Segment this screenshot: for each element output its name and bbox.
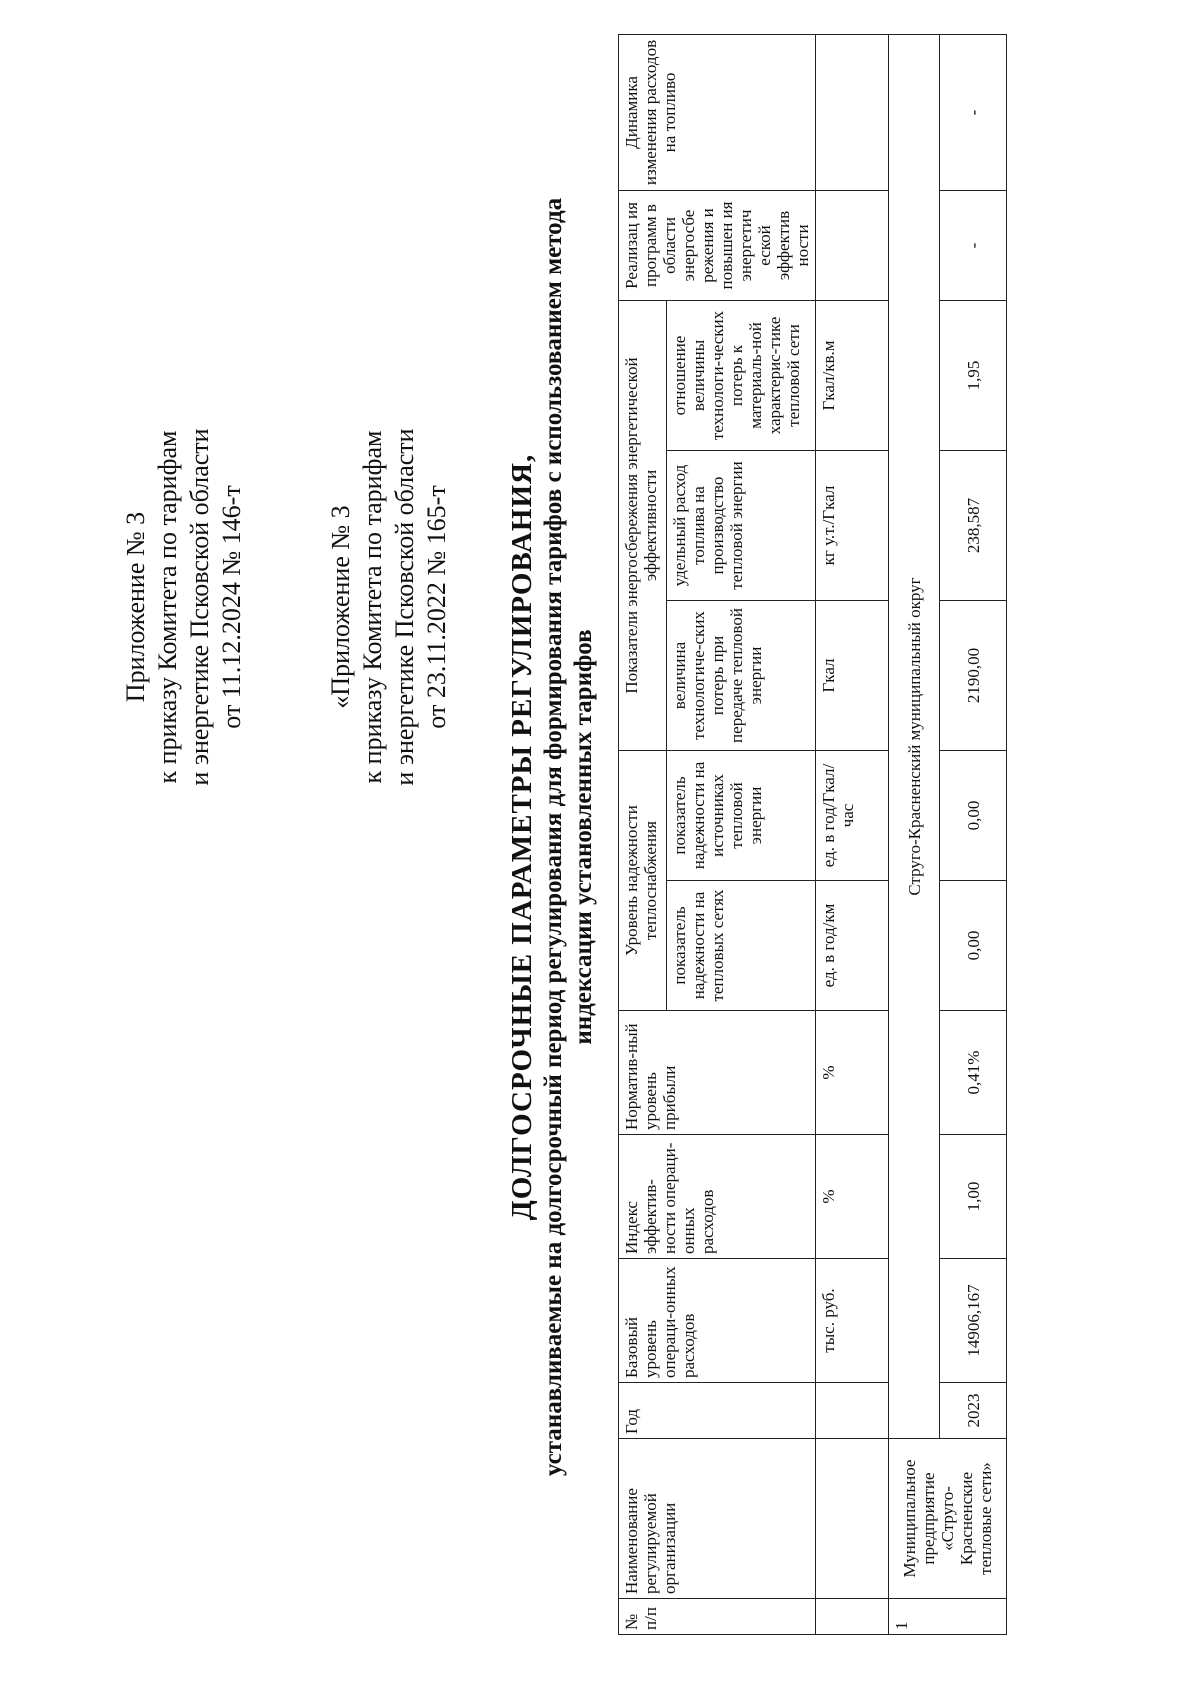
header-programs: Реализац ия программ в области энергосбе режения и повышен ия энергетич еской эффектив ности — [619, 190, 816, 300]
header-base-opex: Базовый уровень операци-онных расходов — [619, 1259, 816, 1383]
cell-base-opex: 14906,167 — [940, 1259, 1007, 1383]
annex-note-current — [120, 277, 248, 937]
unit-reliability-networks: ед. в год/км — [816, 881, 889, 1011]
region-row — [889, 34, 940, 1634]
region-name: Струго-Красненский муниципальный округ — [889, 34, 940, 1438]
annex-note-line: и энергетике Псковской области — [185, 428, 214, 786]
annex-note-line: к приказу Комитета по тарифам — [153, 430, 182, 784]
header-efficiency-index: Индекс эффектив-ности операци-онных расходов — [619, 1135, 816, 1259]
unit-heat-losses: Гкал — [816, 601, 889, 751]
header-org: Наименование регулируемой организации — [619, 1439, 816, 1599]
subheader-reliability-networks: показатель надежности на тепловых сетях — [666, 881, 815, 1011]
title-block — [505, 57, 599, 1617]
cell-reliability-networks: 0,00 — [940, 881, 1007, 1011]
header-year: Год — [619, 1383, 816, 1439]
cell-loss-ratio: 1,95 — [940, 300, 1007, 450]
row-number: 1 — [889, 1599, 1007, 1635]
cell-year: 2023 — [940, 1383, 1007, 1439]
unit-reliability-sources: ед. в год/Гкал/час — [816, 751, 889, 881]
subheader-heat-losses: величина технологиче-ских потерь при передаче тепловой энергии — [666, 601, 815, 751]
header-reliability: Уровень надежности теплоснабжения — [619, 751, 667, 1011]
header-fuel-dynamics: Динамика изменения расходов на топливо — [619, 34, 816, 190]
subheader-loss-ratio: отношение величины технологи-ческих потерь к материаль-ной характерис-тике тепловой сети — [666, 300, 815, 450]
cell-heat-losses: 2190,00 — [940, 601, 1007, 751]
annex-note-line: от 11.12.2024 № 146-т — [217, 485, 246, 729]
subtitle-line: индексации установленных тарифов — [570, 629, 597, 1045]
table-row — [940, 34, 1007, 1634]
unit-profit-level: % — [816, 1011, 889, 1135]
annex-note-line: Приложение № 3 — [121, 511, 150, 703]
annex-note-line: «Приложение № 3 — [326, 505, 355, 709]
cell-efficiency-index: 1,00 — [940, 1135, 1007, 1259]
document-subtitle — [539, 57, 599, 1617]
unit-loss-ratio: Гкал/кв.м — [816, 300, 889, 450]
unit-cell — [816, 1599, 889, 1635]
organization-name: Муниципальное предприятие «Струго-Красненские тепловые сети» — [889, 1439, 1007, 1599]
annex-note-previous — [325, 277, 453, 937]
unit-fuel-rate: кг у.т./Гкал — [816, 451, 889, 601]
unit-base-opex: тыс. руб. — [816, 1259, 889, 1383]
parameters-table — [618, 34, 1007, 1635]
subheader-fuel-rate: удельный расход топлива на производство тепловой энергии — [666, 451, 815, 601]
cell-fuel-dynamics: - — [940, 34, 1007, 190]
unit-cell — [816, 34, 889, 190]
unit-cell — [816, 1439, 889, 1599]
cell-reliability-sources: 0,00 — [940, 751, 1007, 881]
cell-profit-level: 0,41% — [940, 1011, 1007, 1135]
unit-cell — [816, 190, 889, 300]
header-num: № п/п — [619, 1599, 816, 1635]
header-energy-saving: Показатели энергосбережения энергетической эффективности — [619, 300, 667, 750]
table-header-row — [619, 34, 667, 1634]
annex-note-line: от 23.11.2022 № 165-т — [422, 485, 451, 729]
unit-cell — [816, 1383, 889, 1439]
cell-programs: - — [940, 190, 1007, 300]
document-title: ДОЛГОСРОЧНЫЕ ПАРАМЕТРЫ РЕГУЛИРОВАНИЯ, — [506, 453, 538, 1221]
unit-efficiency-index: % — [816, 1135, 889, 1259]
table-units-row — [816, 34, 889, 1634]
header-profit-level: Норматив-ный уровень прибыли — [619, 1011, 816, 1135]
subheader-reliability-sources: показатель надежности на источниках тепловой энергии — [666, 751, 815, 881]
annex-note-line: и энергетике Псковской области — [390, 428, 419, 786]
annex-note-line: к приказу Комитета по тарифам — [358, 430, 387, 784]
subtitle-line: устанавливаемые на долгосрочный период регулирования для формирования тарифов с использованием метода — [540, 197, 567, 1477]
cell-fuel-rate: 238,587 — [940, 451, 1007, 601]
